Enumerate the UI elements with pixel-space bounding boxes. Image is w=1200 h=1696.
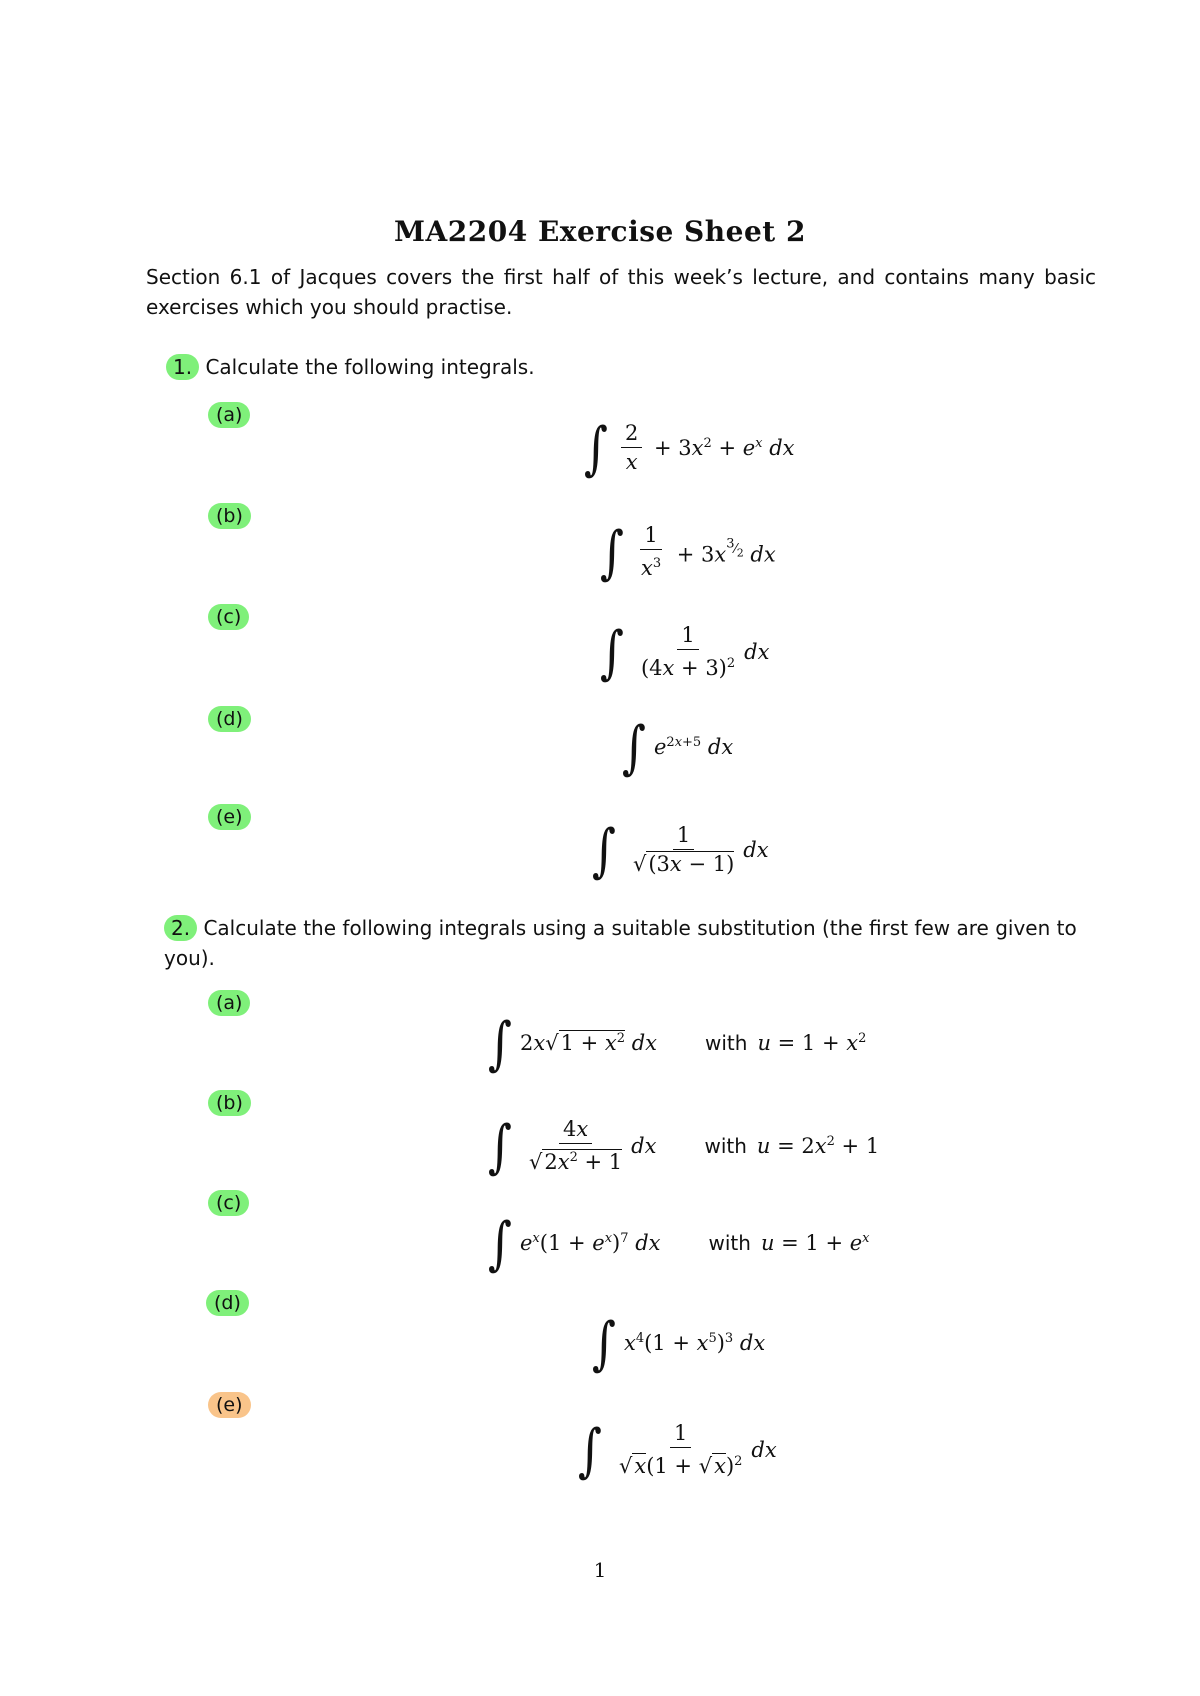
q1-part-c-label: (c) <box>208 604 249 630</box>
with-word: with <box>708 1231 751 1255</box>
q2-part-e-label: (e) <box>208 1392 251 1418</box>
integral-sign: ∫ <box>592 1309 616 1377</box>
q2-part-d-expr: ∫ $x^4(1 + x^5)^3$ dx <box>592 1309 766 1377</box>
q1-part-b-expr: ∫ $\frac{1}{x^3}$ + $3x^{^3⁄_2}$ dx <box>600 517 776 586</box>
question-2 <box>164 913 1096 973</box>
q2-part-a-label: (a) <box>208 990 250 1016</box>
integral-sign: ∫ <box>600 617 624 686</box>
q2-part-c-expr: ∫ $e^x(1 + e^x)^7$ dx with $u = 1 + e^x$ <box>488 1209 870 1277</box>
q1-part-e-label: (e) <box>208 804 251 830</box>
q2-part-b-expr: ∫ $\frac{4x}{√2x^2 + 1}$ dx with $u = 2x^2 + 1$ <box>488 1111 880 1180</box>
question-1-number: 1. <box>166 354 199 380</box>
q2-part-a-substitution: $u = 1 + x^2$ <box>757 1031 867 1055</box>
q2-part-d-label: (d) <box>206 1290 249 1316</box>
intro-paragraph: Section 6.1 of Jacques covers the first half of this week’s lecture, and contains many basic exercises which you should practise. <box>146 265 1096 319</box>
q2-part-c-label: (c) <box>208 1190 249 1216</box>
integral-sign: ∫ <box>488 1209 512 1277</box>
q2-part-c-substitution: $u = 1 + e^x$ <box>760 1231 870 1255</box>
q2-part-b-substitution: $u = 2x^2 + 1$ <box>756 1133 880 1158</box>
q1-part-a-expr: ∫ $\frac{2}{x}$ + $3x^2 + e^x$ dx <box>584 413 795 482</box>
integral-sign: ∫ <box>578 1415 602 1484</box>
q1-part-e-expr: ∫ $\frac{1}{√(3x - 1)}$ dx <box>592 815 769 884</box>
integral-sign: ∫ <box>584 413 608 482</box>
q1-part-a-label: (a) <box>208 402 250 428</box>
with-word: with <box>705 1031 748 1055</box>
q2-part-a-expr: ∫ $2x√1 + x^2$ dx with $u = 1 + x^2$ <box>488 1009 867 1077</box>
integral-sign: ∫ <box>592 815 616 884</box>
page-number: 1 <box>593 1558 607 1582</box>
q1-part-d-expr: ∫ $e^{2x+5}$ dx <box>622 713 734 781</box>
question-2-text: Calculate the following integrals using a suitable substitution (the first few are given to you). <box>164 916 1077 970</box>
integral-sign: ∫ <box>600 517 624 586</box>
q1-part-b-label: (b) <box>208 503 251 529</box>
question-1-text: Calculate the following integrals. <box>205 355 535 379</box>
q2-part-b-label: (b) <box>208 1090 251 1116</box>
q2-part-e-expr: ∫ $\frac{1}{√x(1 + √x)^2}$ dx <box>578 1415 777 1484</box>
question-2-number: 2. <box>164 915 197 941</box>
integral-sign: ∫ <box>488 1111 512 1180</box>
q1-part-d-label: (d) <box>208 706 251 732</box>
integral-sign: ∫ <box>622 713 646 781</box>
page-title: MA2204 Exercise Sheet 2 <box>394 215 806 248</box>
with-word: with <box>704 1133 747 1158</box>
integral-sign: ∫ <box>488 1009 512 1077</box>
question-1 <box>166 352 535 382</box>
q1-part-c-expr: ∫ $\frac{1}{(4x + 3)^2}$ dx <box>600 617 770 686</box>
